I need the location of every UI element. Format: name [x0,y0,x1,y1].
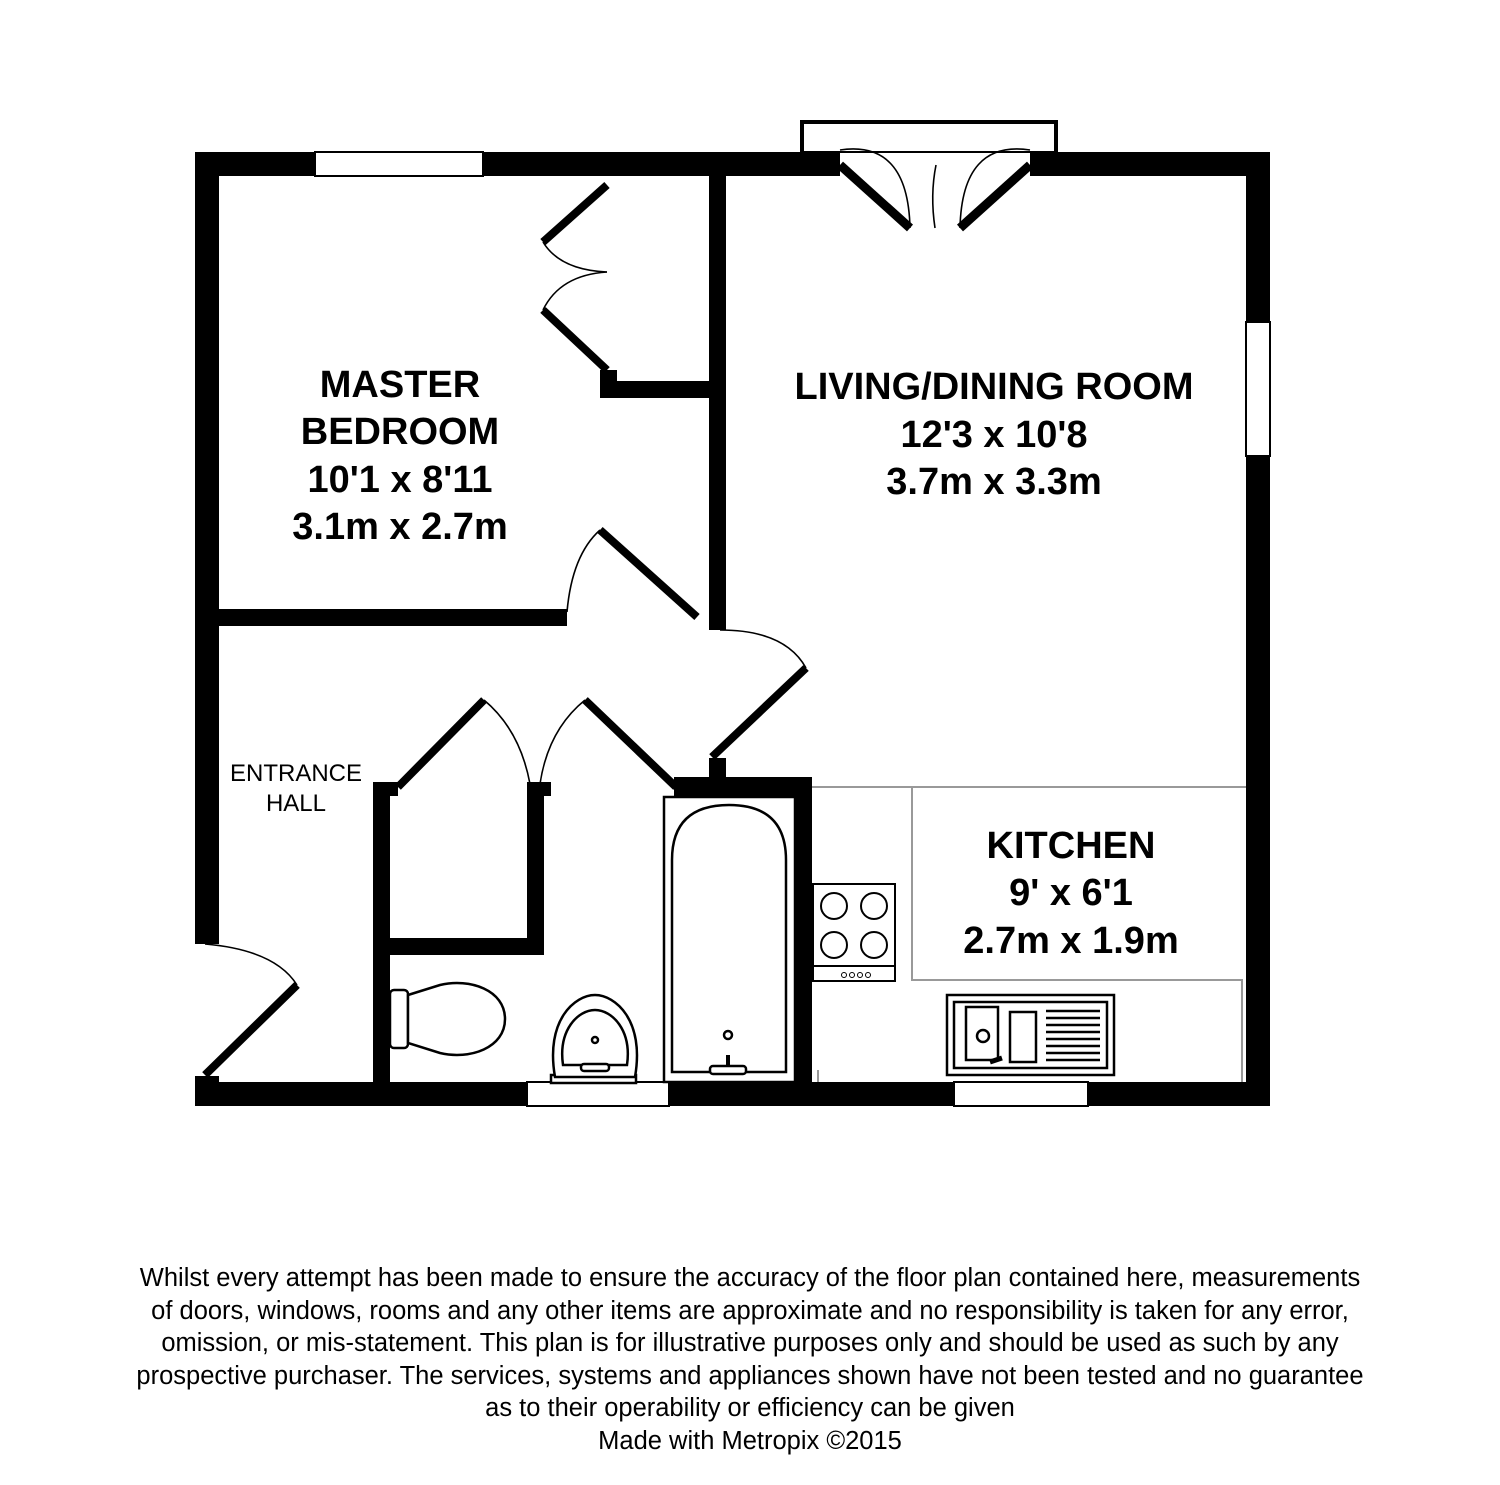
washbasin-drain [592,1037,598,1043]
disclaimer [0,1262,1500,1457]
wardrobe-arc-upper [543,242,607,272]
entrance-hall-line1: ENTRANCE [229,760,363,787]
hob-knob [850,973,855,978]
wall-top-middle [483,152,840,176]
entrance-hall-line2: HALL [265,790,327,817]
hob-ring [821,932,847,958]
toilet-cistern [390,990,408,1048]
living-door-arc [720,630,806,668]
bay-window-frame [802,122,1056,152]
wall-right-lower [1246,456,1270,1106]
wall-left-upper [195,152,219,944]
bathtub [664,797,795,1082]
hob-ring [821,893,847,919]
bedroom-name-line2: BEDROOM [300,411,500,453]
wardrobe-door-lower [543,310,607,370]
wall-wardrobe-bottom [600,381,715,398]
french-door-arc-center [933,165,936,228]
washbasin-tap [581,1064,609,1071]
wall-bath-right [795,777,812,1092]
hob-knob [842,973,847,978]
wardrobe-door-upper [543,185,607,242]
disclaimer-line: of doors, windows, rooms and any other items are approximate and no responsibility is taken for any error, [151,1296,1349,1325]
toilet [390,983,505,1055]
window-bedroom-top [315,152,483,176]
kitchen-size-imperial: 9' x 6'1 [1009,872,1133,914]
wall-closet-left-cap [373,782,398,796]
closet-door-arc-left [484,700,530,784]
window-living-right [1246,322,1270,456]
metropix-credit: Made with Metropix ©2015 [598,1426,902,1455]
wall-top-right [1030,152,1270,176]
wardrobe-arc-lower [543,272,607,310]
bathroom-door-leaf [585,700,676,787]
hob-knob [858,973,863,978]
toilet-bowl [408,983,505,1055]
window-kitchen-bottom [954,1082,1088,1106]
bedroom-size-metric: 3.1m x 2.7m [292,506,508,548]
wall-bath-top [674,777,811,797]
hob [813,884,895,981]
wall-bedroom-bottom [205,609,567,626]
washbasin [551,995,637,1083]
hob-ring [861,932,887,958]
disclaimer-line: prospective purchaser. The services, systems and appliances shown have not been tested and no guarantee [136,1361,1364,1390]
wall-bath-stub [709,758,726,788]
wall-closet-bottom [373,938,543,955]
living-room-size-metric: 3.7m x 3.3m [886,461,1102,503]
wall-bottom-right [1088,1082,1270,1106]
living-room-size-imperial: 12'3 x 10'8 [900,414,1088,456]
bedroom-door-leaf [600,530,697,617]
wall-wardrobe-stub [600,370,617,398]
entrance-door-arc [205,944,297,985]
disclaimer-line: Whilst every attempt has been made to ensure the accuracy of the floor plan contained here, measurements [139,1264,1361,1292]
french-door-leaf-right [960,165,1030,228]
sink-drain [977,1030,989,1042]
wall-closet-right [527,782,544,955]
closet-door-leaf-left [398,700,484,787]
hob-knob [866,973,871,978]
wall-right-upper [1246,152,1270,322]
wall-closet-left [373,782,390,1092]
wall-bottom-left [195,1082,527,1106]
window-bathroom-bottom [527,1082,669,1106]
closet-door-arc-right [540,700,585,784]
wall-closet-right-cap [527,782,551,796]
hob-ring [861,893,887,919]
kitchen-size-metric: 2.7m x 1.9m [963,920,1179,962]
entrance-door-leaf [205,985,297,1075]
bedroom-size-imperial: 10'1 x 8'11 [307,459,493,501]
bathtub-tap [710,1066,746,1074]
bedroom-door-arc [567,530,600,612]
disclaimer-line: as to their operability or efficiency can be given [485,1394,1015,1422]
sink-half-bowl [1010,1012,1036,1062]
bathtub-drain [724,1031,732,1039]
living-door-leaf [712,668,806,757]
disclaimer-line: omission, or mis-statement. This plan is for illustrative purposes only and should be used as such by any [161,1329,1339,1357]
living-room-name: LIVING/DINING ROOM [794,366,1194,408]
kitchen-name: KITCHEN [986,825,1156,867]
bedroom-name-line1: MASTER [319,364,481,406]
french-door-leaf-left [840,165,910,228]
kitchen-sink [947,995,1114,1075]
